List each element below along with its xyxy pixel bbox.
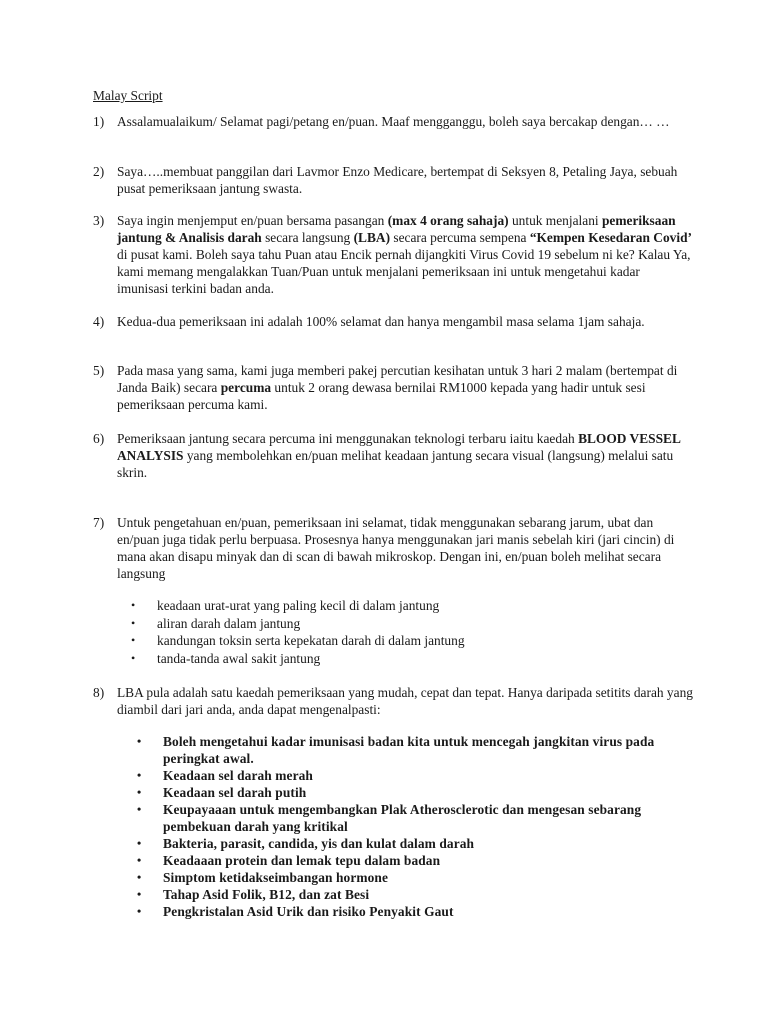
list-item: • Boleh mengetahui kadar imunisasi badan kita untuk mencegah jangkitan virus pada peringkat awal. (137, 734, 655, 766)
list-item: • Keupayaaan untuk mengembangkan Plak Atherosclerotic dan mengesan sebarang pembekuan darah yang kritikal (137, 802, 642, 834)
item-text: Assalamualaikum/ Selamat pagi/petang en/puan. Maaf mengganggu, boleh saya bercakap dengan… … (117, 114, 670, 129)
bullet-list-8 (137, 733, 677, 920)
list-item: • aliran darah dalam jantung (131, 615, 301, 631)
list-item: • Keadaan sel darah putih (137, 785, 307, 800)
list-item-6 (93, 430, 693, 481)
list-item: • Tahap Asid Folik, B12, dan zat Besi (137, 887, 370, 902)
list-item-1 (93, 113, 693, 130)
item-text: Saya…..membuat panggilan dari Lavmor Enzo Medicare, bertempat di Seksyen 8, Petaling Jaya, sebuah pusat pemeriksaan jantung swasta. (117, 164, 678, 196)
item-number: 1) (93, 114, 105, 129)
list-item: • Simptom ketidakseimbangan hormone (137, 870, 389, 885)
list-item: • tanda-tanda awal sakit jantung (131, 650, 321, 666)
document-title: Malay Script (93, 88, 163, 103)
bullet-list-7 (131, 597, 651, 667)
item-number: 4) (93, 314, 105, 329)
item-number: 2) (93, 164, 105, 179)
item-text: Kedua-dua pemeriksaan ini adalah 100% selamat dan hanya mengambil masa selama 1jam sahaja. (117, 314, 645, 329)
list-item: • Bakteria, parasit, candida, yis dan kulat dalam darah (137, 836, 475, 851)
list-item-4 (93, 313, 693, 330)
item-text: Saya ingin menjemput en/puan bersama pasangan (max 4 orang sahaja) untuk menjalani pemeriksaan jantung & Analisis darah secara langsung (LBA) secara percuma sempena “Kempen Kesedaran Covid’ di pusat kami. Boleh saya tahu Puan atau Encik pernah dijangkiti Virus Covid 19 sebelum ni ke? Kalau Ya, kami memang mengalakkan Tuan/Puan untuk menjalani pemeriksaan ini untuk mengetahui kadar imunisasi terkini badan anda. (117, 213, 692, 296)
list-item: • kandungan toksin serta kepekatan darah di dalam jantung (131, 633, 465, 648)
item-number: 8) (93, 685, 105, 700)
item-number: 5) (93, 363, 105, 378)
list-item-8 (93, 684, 693, 718)
item-number: 3) (93, 213, 105, 228)
item-text: LBA pula adalah satu kaedah pemeriksaan yang mudah, cepat dan tepat. Hanya daripada setitits darah yang diambil dari jari anda, anda dapat mengenalpasti: (117, 685, 693, 717)
item-number: 6) (93, 431, 105, 446)
list-item-2 (93, 163, 693, 197)
list-item-3 (93, 212, 693, 297)
item-text: Untuk pengetahuan en/puan, pemeriksaan ini selamat, tidak menggunakan sebarang jarum, ubat dan en/puan juga tidak perlu berpuasa. Prosesnya hanya menggunakan jari manis sebelah kiri (jari cincin) di mana akan disapu minyak dan di scan di bawah mikroskop. Dengan ini, en/puan boleh melihat secara langsung (117, 515, 675, 581)
list-item: • Pengkristalan Asid Urik dan risiko Penyakit Gaut (137, 904, 454, 919)
list-item: • Keadaaan protein dan lemak tepu dalam badan (137, 853, 441, 868)
item-text: Pada masa yang sama, kami juga memberi pakej percutian kesihatan untuk 3 hari 2 malam (bertempat di Janda Baik) secara percuma untuk 2 orang dewasa bernilai RM1000 kepada yang hadir untuk sesi pemeriksaan percuma kami. (117, 363, 678, 412)
list-item-5 (93, 362, 693, 413)
item-number: 7) (93, 515, 105, 530)
item-text: Pemeriksaan jantung secara percuma ini menggunakan teknologi terbaru iaitu kaedah BLOOD VESSEL ANALYSIS yang membolehkan en/puan melihat keadaan jantung secara visual (langsung) melalui satu skrin. (117, 431, 681, 480)
list-item: • Keadaan sel darah merah (137, 768, 313, 783)
list-item-7 (93, 514, 693, 582)
list-item: • keadaan urat-urat yang paling kecil di dalam jantung (131, 598, 440, 613)
